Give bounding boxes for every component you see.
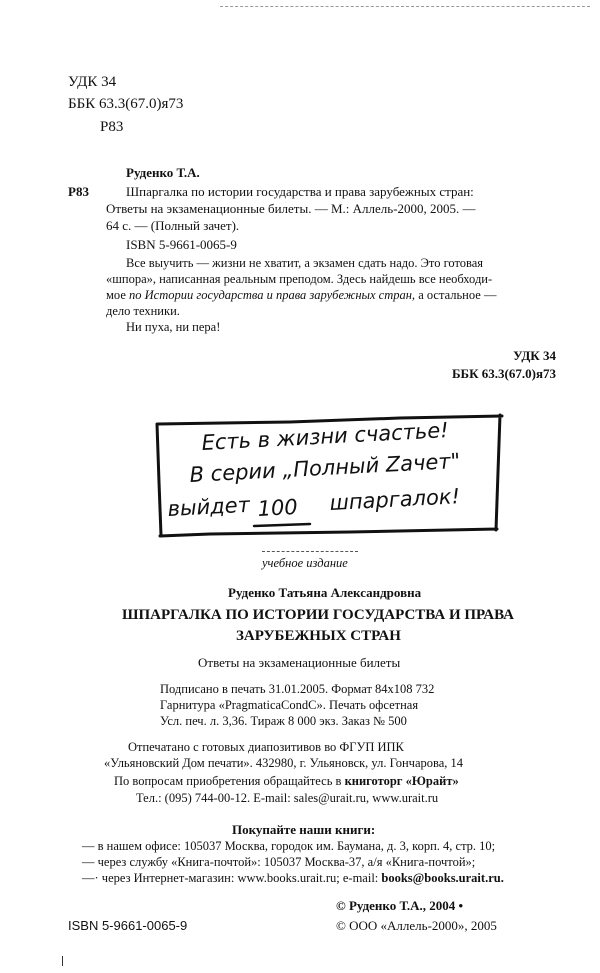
annotation-line2: «шпора», написанная реальным преподом. Здесь найдешь все необходи-	[106, 272, 493, 286]
handwriting-line2: В серии „Полный Zачет"	[189, 448, 461, 487]
handwriting-line3-end: шпаргалок!	[329, 484, 461, 515]
imprint-subtitle: Ответы на экзаменационные билеты	[198, 655, 401, 670]
annotation-line3-italic: по Истории государства и права зарубежных стран,	[129, 288, 416, 302]
udk-code-right: УДК 34	[513, 348, 556, 363]
handwriting-line3-start: выйдет	[167, 492, 251, 521]
imprint-sheets: Усл. печ. л. 3,36. Тираж 8 000 экз. Заказ № 500	[160, 714, 407, 728]
handwriting-underline	[254, 524, 310, 526]
copyright-author: © Руденко Т.А., 2004 •	[336, 898, 464, 913]
bbk-code: ББК 63.3(67.0)я73	[68, 96, 184, 112]
annotation-line5: Ни пуха, ни пера!	[126, 320, 221, 334]
handwriting-line1: Есть в жизни счастье!	[201, 418, 450, 455]
udk-code: УДК 34	[68, 74, 117, 90]
handwritten-note	[150, 412, 510, 542]
buy-web	[82, 871, 504, 886]
bib-title-line1: Шпаргалка по истории государства и права зарубежных стран:	[126, 184, 474, 199]
edition-type: учебное издание	[262, 556, 348, 570]
imprint-printed-line1: Отпечатано с готовых диапозитивов во ФГУП ИПК	[128, 740, 404, 754]
imprint-title-line1: ШПАРГАЛКА ПО ИСТОРИИ ГОСУДАРСТВА И ПРАВА	[122, 607, 514, 623]
edition-type-strike	[262, 551, 358, 555]
buy-mail: — через службу «Книга-почтой»: 105037 Москва-37, а/я «Книга-почтой»;	[82, 855, 476, 869]
imprint-purchase-text: По вопросам приобретения обращайтесь в	[114, 774, 345, 788]
annotation-line3-start: мое	[106, 288, 129, 302]
imprint-signed: Подписано в печать 31.01.2005. Формат 84x108 732	[160, 682, 435, 696]
bib-mark: Р83	[68, 184, 89, 199]
annotation-line4: дело техники.	[106, 304, 180, 318]
bib-author: Руденко Т.А.	[126, 165, 200, 180]
buy-web-email: books@books.urait.ru.	[381, 871, 504, 885]
annotation-line3-end: а остальное —	[415, 288, 497, 302]
bbk-code-right: ББК 63.3(67.0)я73	[451, 366, 556, 381]
imprint-printed-line2: «Ульяновский Дом печати». 432980, г. Ульяновск, ул. Гончарова, 14	[104, 756, 464, 770]
footer-isbn: ISBN 5-9661-0065-9	[68, 918, 188, 933]
handwriting-line3-number: 100	[257, 494, 299, 521]
buy-heading: Покупайте наши книги:	[232, 822, 376, 837]
annotation-line3	[106, 288, 496, 303]
bib-isbn: ISBN 5-9661-0065-9	[126, 237, 237, 252]
copyright-publisher: © ООО «Аллель-2000», 2005	[336, 918, 497, 933]
imprint-typeface: Гарнитура «PragmaticaCondC». Печать офсетная	[160, 698, 419, 712]
top-dashed-rule	[220, 6, 590, 7]
bib-title-line3: 64 с. — (Полный зачет).	[106, 218, 240, 233]
buy-web-text: —· через Интернет-магазин: www.books.urait.ru; e-mail:	[82, 871, 382, 885]
bib-title-line2: Ответы на экзаменационные билеты. — М.: Аллель-2000, 2005. —	[106, 201, 476, 216]
imprint-title-line2: ЗАРУБЕЖНЫХ СТРАН	[236, 628, 401, 644]
author-mark: Р83	[100, 119, 124, 135]
annotation-line1: Все выучить — жизни не хватит, а экзамен сдать надо. Это готовая	[126, 256, 484, 270]
buy-office: — в нашем офисе: 105037 Москва, городок им. Баумана, д. 3, корп. 4, стр. 10;	[82, 839, 496, 853]
imprint-contacts: Тел.: (095) 744-00-12. E-mail: sales@urait.ru, www.urait.ru	[136, 791, 439, 805]
imprint-purchase	[114, 774, 459, 789]
corner-mark	[62, 956, 63, 966]
imprint-purchase-publisher: книготорг «Юрайт»	[344, 774, 459, 788]
imprint-author: Руденко Татьяна Александровна	[228, 585, 422, 600]
